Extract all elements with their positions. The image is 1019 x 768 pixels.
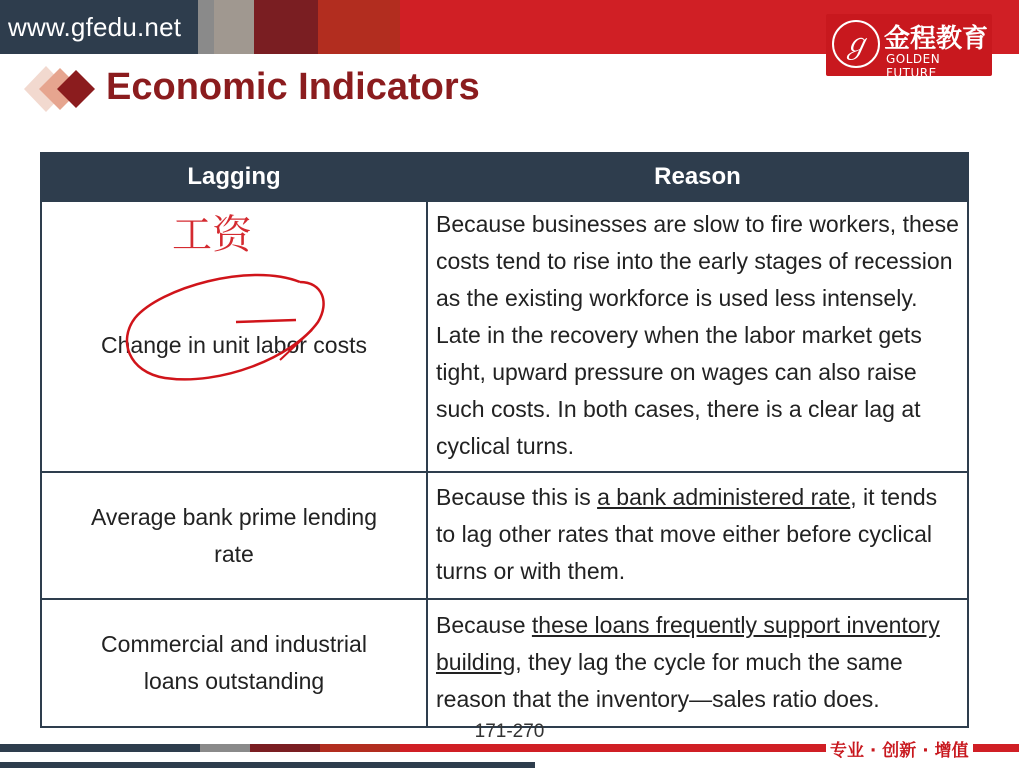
slide-title: Economic Indicators <box>106 66 480 108</box>
bottom-segment-gray <box>200 744 250 752</box>
banner-segment-rust <box>318 0 400 54</box>
bottom-segment-rust <box>320 744 400 752</box>
banner-segment-taupe <box>214 0 254 54</box>
table-row <box>41 472 968 599</box>
reason-cell: Because businesses are slow to fire workers, these costs tend to rise into the early stages of recession as the existing workforce is used less intensely. Late in the recovery when the labor market gets tight, upward pressure on wages can also raise such costs. In both cases, there is a clear lag at cyclical turns. <box>427 201 968 472</box>
banner-segment-maroon <box>254 0 318 54</box>
logo-chinese-text: 金程教育 <box>884 24 989 54</box>
reason-cell <box>427 599 968 727</box>
banner-segment-gray <box>198 0 214 54</box>
diamond-bullet-icon <box>24 64 104 114</box>
indicator-cell: Average bank prime lending rate <box>41 472 427 599</box>
table-row <box>41 599 968 727</box>
reason-text: Because this is <box>436 484 598 510</box>
slogan: 专业 · 创新 · 增值 <box>826 736 973 761</box>
progress-track <box>0 762 535 768</box>
bottom-segment-maroon <box>250 744 320 752</box>
reason-cell <box>427 472 968 599</box>
logo-seal-icon: ℊ <box>832 20 880 68</box>
reason-text: Because <box>436 611 532 638</box>
header-lagging: Lagging <box>41 153 427 201</box>
golden-future-logo <box>826 14 992 80</box>
table-row <box>41 201 968 472</box>
logo-english-text: GOLDEN FUTURE <box>886 52 941 80</box>
table-header-row <box>41 153 968 201</box>
lagging-indicators-table <box>40 152 969 728</box>
page-number: 171-270 <box>474 721 545 742</box>
reason-text: , they lag the cycle for much the same reason that the inventory—sales ratio does. <box>436 648 903 712</box>
bottom-segment-dark <box>0 744 200 752</box>
reason-underlined-text: these loans frequently support inventory building <box>436 611 940 675</box>
handwritten-note: 工资 <box>172 212 252 258</box>
header-reason: Reason <box>427 153 968 201</box>
reason-text: , it tends to lag other rates that move either before cyclical turns or with them. <box>436 484 938 584</box>
indicator-cell: Change in unit labor costs <box>41 201 427 472</box>
indicator-cell: Commercial and industrial loans outstanding <box>41 599 427 727</box>
reason-underlined-text: a bank administered rate <box>597 484 851 510</box>
site-url: www.gfedu.net <box>8 12 182 42</box>
